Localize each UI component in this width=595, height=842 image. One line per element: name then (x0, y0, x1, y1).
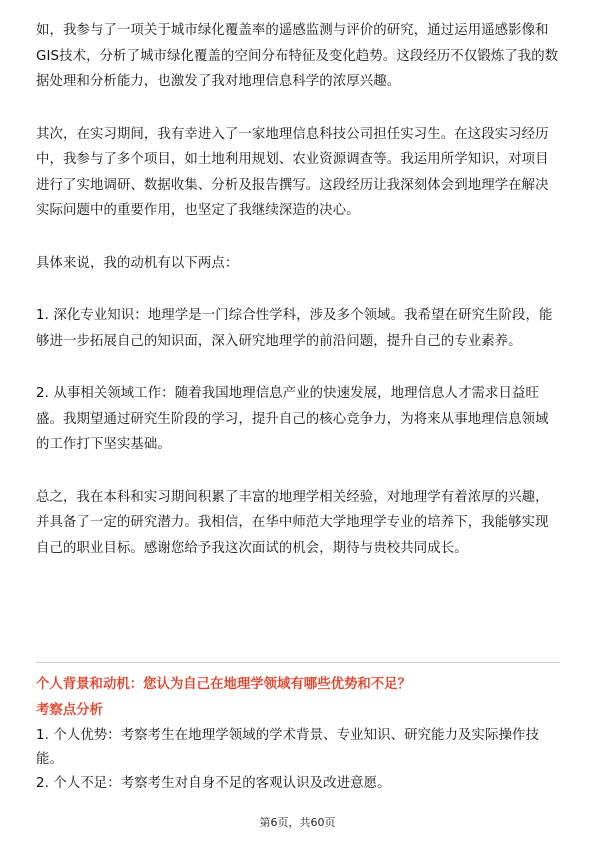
paragraph-conclusion: 总之，我在本科和实习期间积累了丰富的地理学相关经验，对地理学有着浓厚的兴趣，并具备了一定的研究潜力。我相信，在华中师范大学地理学专业的培养下，我能够实现自己的职业目标。感谢您给予我这次面试的机会，期待与贵校共同成长。 (36, 489, 549, 556)
section-divider (36, 662, 560, 663)
analysis-point-2: 2. 个人不足：考察考生对自身不足的客观认识及改进意愿。 (36, 776, 391, 791)
paragraph-motivation-1: 1. 深化专业知识：地理学是一门综合性学科，涉及多个领域。我希望在研究生阶段，能够进一步拓展自己的知识面，深入研究地理学的前沿问题，提升自己的专业素养。 (36, 308, 553, 349)
paragraph-motivation-intro: 具体来说，我的动机有以下两点： (36, 255, 239, 271)
question-title: 个人背景和动机：您认为自己在地理学领域有哪些优势和不足？ (36, 677, 411, 692)
paragraph-motivation-2: 2. 从事相关领域工作：随着我国地理信息产业的快速发展，地理信息人才需求日益旺盛。我期望通过研究生阶段的学习，提升自己的核心竞争力，为将来从事地理信息领域的工作打下坚实基础。 (36, 386, 549, 452)
page-number: 第6页，共60页 (259, 816, 336, 829)
analysis-heading: 考察点分析 (36, 703, 103, 718)
question-section (36, 674, 560, 796)
document-body (36, 18, 560, 561)
paragraph-research-experience: 如，我参与了一项关于城市绿化覆盖率的遥感监测与评价的研究，通过运用遥感影像和GIS技术，分析了城市绿化覆盖的空间分布特征及变化趋势。这段经历不仅锻炼了我的数据处理和分析能力，也激发了我对地理信息科学的浓厚兴趣。 (36, 23, 559, 89)
paragraph-internship: 其次，在实习期间，我有幸进入了一家地理信息科技公司担任实习生。在这段实习经历中，我参与了多个项目，如土地利用规划、农业资源调查等。我运用所学知识，对项目进行了实地调研、数据收集、分析及报告撰写。这段经历让我深刻体会到地理学在解决实际问题中的重要作用，也坚定了我继续深造的决心。 (36, 126, 549, 218)
analysis-point-1: 1. 个人优势：考察考生在地理学领域的学术背景、专业知识、研究能力及实际操作技能。 (36, 728, 539, 767)
